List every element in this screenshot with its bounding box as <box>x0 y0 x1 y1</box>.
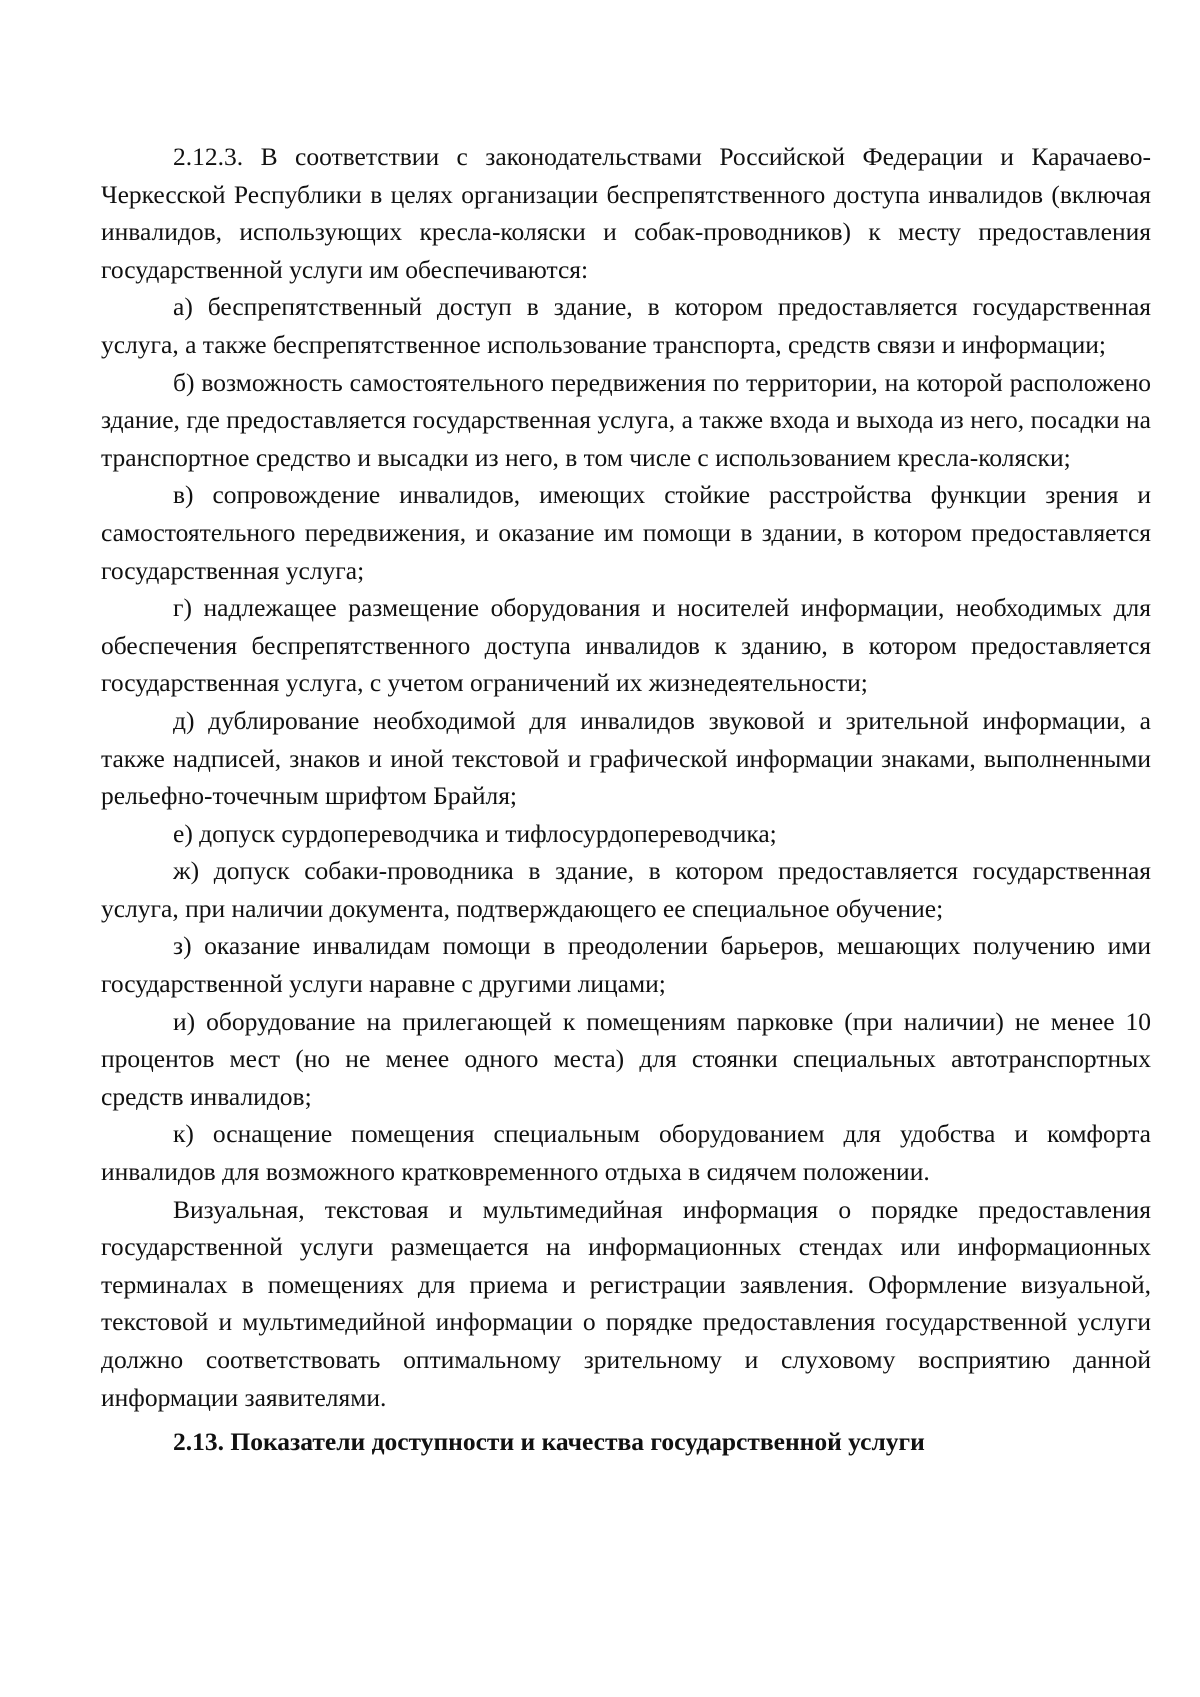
list-item-z: з) оказание инвалидам помощи в преодолении барьеров, мешающих получению ими государственной услуги наравне с другими лицами; <box>101 931 1151 999</box>
paragraph-visual-info: Визуальная, текстовая и мультимедийная информация о порядке предоставления государственной услуги размещается на информационных стендах или информационных терминалах в помещениях для приема и регистрации заявления. Оформление визуальной, текстовой и мультимедийной информации о порядке предоставления государственной услуги должно соответствовать оптимальному зрительному и слуховому восприятию данной информации заявителями. <box>101 1194 1151 1412</box>
list-item-d: д) дублирование необходимой для инвалидов звуковой и зрительной информации, а также надписей, знаков и иной текстовой и графической информации знаками, выполненными рельефно-точечным шрифтом Брайля; <box>101 705 1151 811</box>
list-item-v: в) сопровождение инвалидов, имеющих стойкие расстройства функции зрения и самостоятельного передвижения, и оказание им помощи в здании, в котором предоставляется государственная услуга; <box>101 480 1151 585</box>
list-item-b: б) возможность самостоятельного передвижения по территории, на которой расположено здание, где предоставляется государственная услуга, а также входа и выхода из него, посадки на транспортное средство и высадки из него, в том числе с использованием кресла-коляски; <box>101 367 1151 472</box>
list-item-a: а) беспрепятственный доступ в здание, в котором предоставляется государственная услуга, а также беспрепятственное использование транспорта, средств связи и информации; <box>101 292 1151 359</box>
document-body <box>101 138 1151 1461</box>
list-item-e: е) допуск сурдопереводчика и тифлосурдопереводчика; <box>173 818 777 848</box>
list-item-k: к) оснащение помещения специальным оборудованием для удобства и комфорта инвалидов для возможного кратковременного отдыха в сидячем положении. <box>101 1119 1151 1187</box>
list-item-zh: ж) допуск собаки-проводника в здание, в котором предоставляется государственная услуга, при наличии документа, подтверждающего ее специальное обучение; <box>101 856 1151 923</box>
section-heading-2-13: 2.13. Показатели доступности и качества государственной услуги <box>173 1427 925 1457</box>
list-item-g: г) надлежащее размещение оборудования и носителей информации, необходимых для обеспечения беспрепятственного доступа инвалидов к зданию, в котором предоставляется государственная услуга, с учетом ограничений их жизнедеятельности; <box>101 593 1151 698</box>
list-item-i: и) оборудование на прилегающей к помещениям парковке (при наличии) не менее 10 процентов мест (но не менее одного места) для стоянки специальных автотранспортных средств инвалидов; <box>101 1006 1151 1111</box>
paragraph-2-12-3: 2.12.3. В соответствии с законодательствами Российской Федерации и Карачаево-Черкесской Республики в целях организации беспрепятственного доступа инвалидов (включая инвалидов, использующих кресла-коляски и собак-проводников) к месту предоставления государственной услуги им обеспечиваются: <box>101 142 1151 284</box>
